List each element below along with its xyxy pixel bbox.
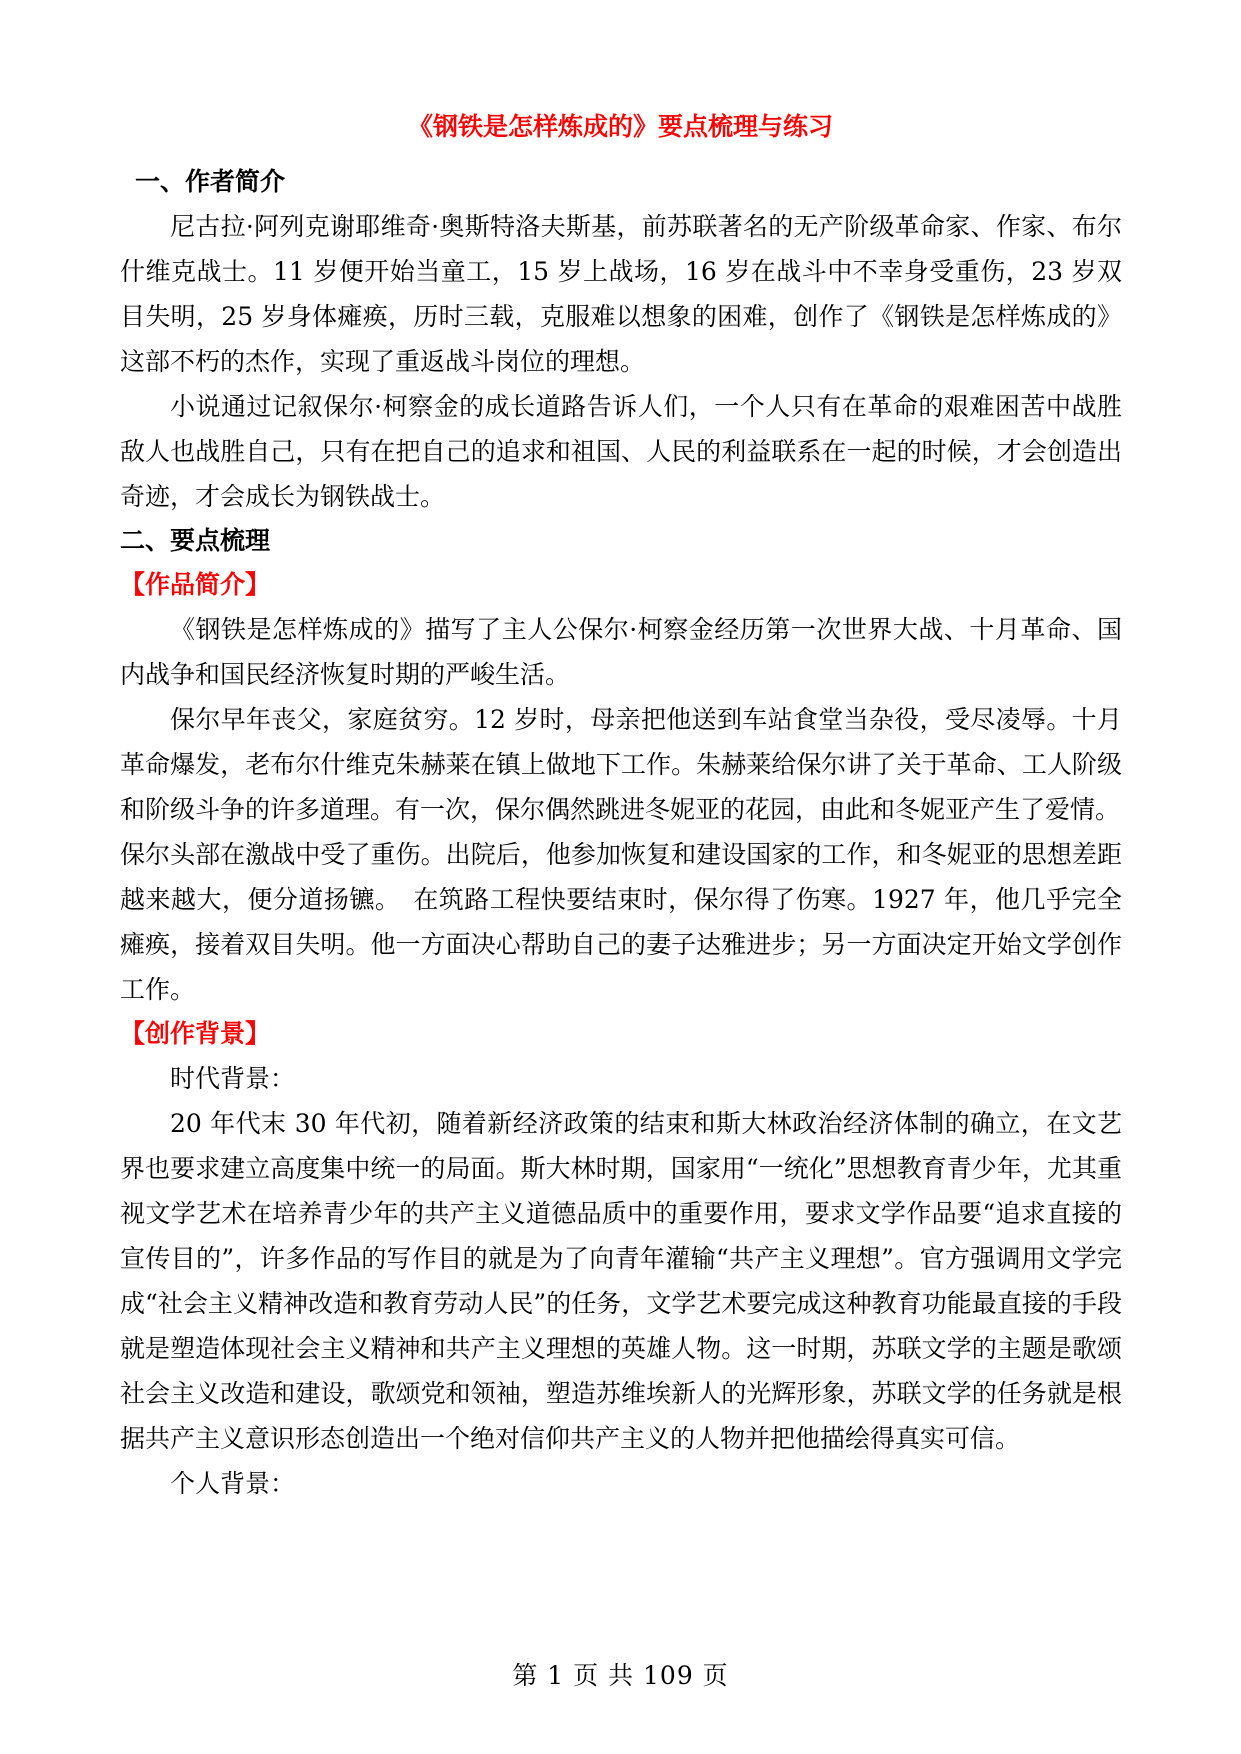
subheading-work-intro: 【作品简介】 [120,570,271,599]
document-body [120,160,1122,1506]
paragraph-author-theme: 小说通过记叙保尔·柯察金的成长道路告诉人们，一个人只有在革命的艰难困苦中战胜敌人也战胜自己，只有在把自己的追求和祖国、人民的利益联系在一起的时候，才会创造出奇迹，才会成长为钢铁战士。 [120,392,1122,511]
subheading-creation-background: 【创作背景】 [120,1019,271,1048]
paragraph-plot-later: 保尔头部在激战中受了重伤。出院后，他参加恢复和建设国家的工作，和冬妮亚的思想差距越来越大，便分道扬镳。 在筑路工程快要结束时，保尔得了伤寒。1927 年，他几乎完全瘫痪，接着双目失明。他一方面决心帮助自己的妻子达雅进步；另一方面决定开始文学创作工作。 [120,840,1122,1004]
paragraph-work-intro: 《钢铁是怎样炼成的》描写了主人公保尔·柯察金经历第一次世界大战、十月革命、国内战争和国民经济恢复时期的严峻生活。 [120,615,1122,689]
label-personal-background: 个人背景： [170,1469,296,1498]
paragraph-era-background: 20 年代末 30 年代初，随着新经济政策的结束和斯大林政治经济体制的确立，在文艺界也要求建立高度集中统一的局面。斯大林时期，国家用“一统化”思想教育青少年，尤其重视文学艺术在培养青少年的共产主义道德品质中的重要作用，要求文学作品要“追求直接的宣传目的”，许多作品的写作目的就是为了向青年灌输“共产主义理想”。官方强调用文学完成“社会主义精神改造和教育劳动人民”的任务，文学艺术要完成这种教育功能最直接的手段就是塑造体现社会主义精神和共产主义理想的英雄人物。这一时期，苏联文学的主题是歌颂社会主义改造和建设，歌颂党和领袖，塑造苏维埃新人的光辉形象，苏联文学的任务就是根据共产主义意识形态创造出一个绝对信仰共产主义的人物并把他描绘得真实可信。 [120,1109,1122,1453]
label-era-background: 时代背景： [170,1064,296,1093]
paragraph-author-bio: 尼古拉·阿列克谢耶维奇·奥斯特洛夫斯基，前苏联著名的无产阶级革命家、作家、布尔什维克战士。11 岁便开始当童工，15 岁上战场，16 岁在战斗中不幸身受重伤，23 岁双目失明，25 岁身体瘫痪，历时三载，克服难以想象的困难，创作了《钢铁是怎样炼成的》这部不朽的杰作，实现了重返战斗岗位的理想。 [120,212,1122,376]
paragraph-plot-early: 保尔早年丧父，家庭贫穷。12 岁时，母亲把他送到车站食堂当杂役，受尽凌辱。十月革命爆发，老布尔什维克朱赫莱在镇上做地下工作。朱赫莱给保尔讲了关于革命、工人阶级和阶级斗争的许多道理。有一次，保尔偶然跳进冬妮亚的花园，由此和冬妮亚产生了爱情。 [120,705,1122,824]
section-heading-author: 一、作者简介 [135,167,286,196]
page-footer: 第 1 页 共 109 页 [512,1661,729,1690]
section-heading-key-points: 二、要点梳理 [120,526,271,555]
document-title: 《钢铁是怎样炼成的》要点梳理与练习 [407,112,833,141]
